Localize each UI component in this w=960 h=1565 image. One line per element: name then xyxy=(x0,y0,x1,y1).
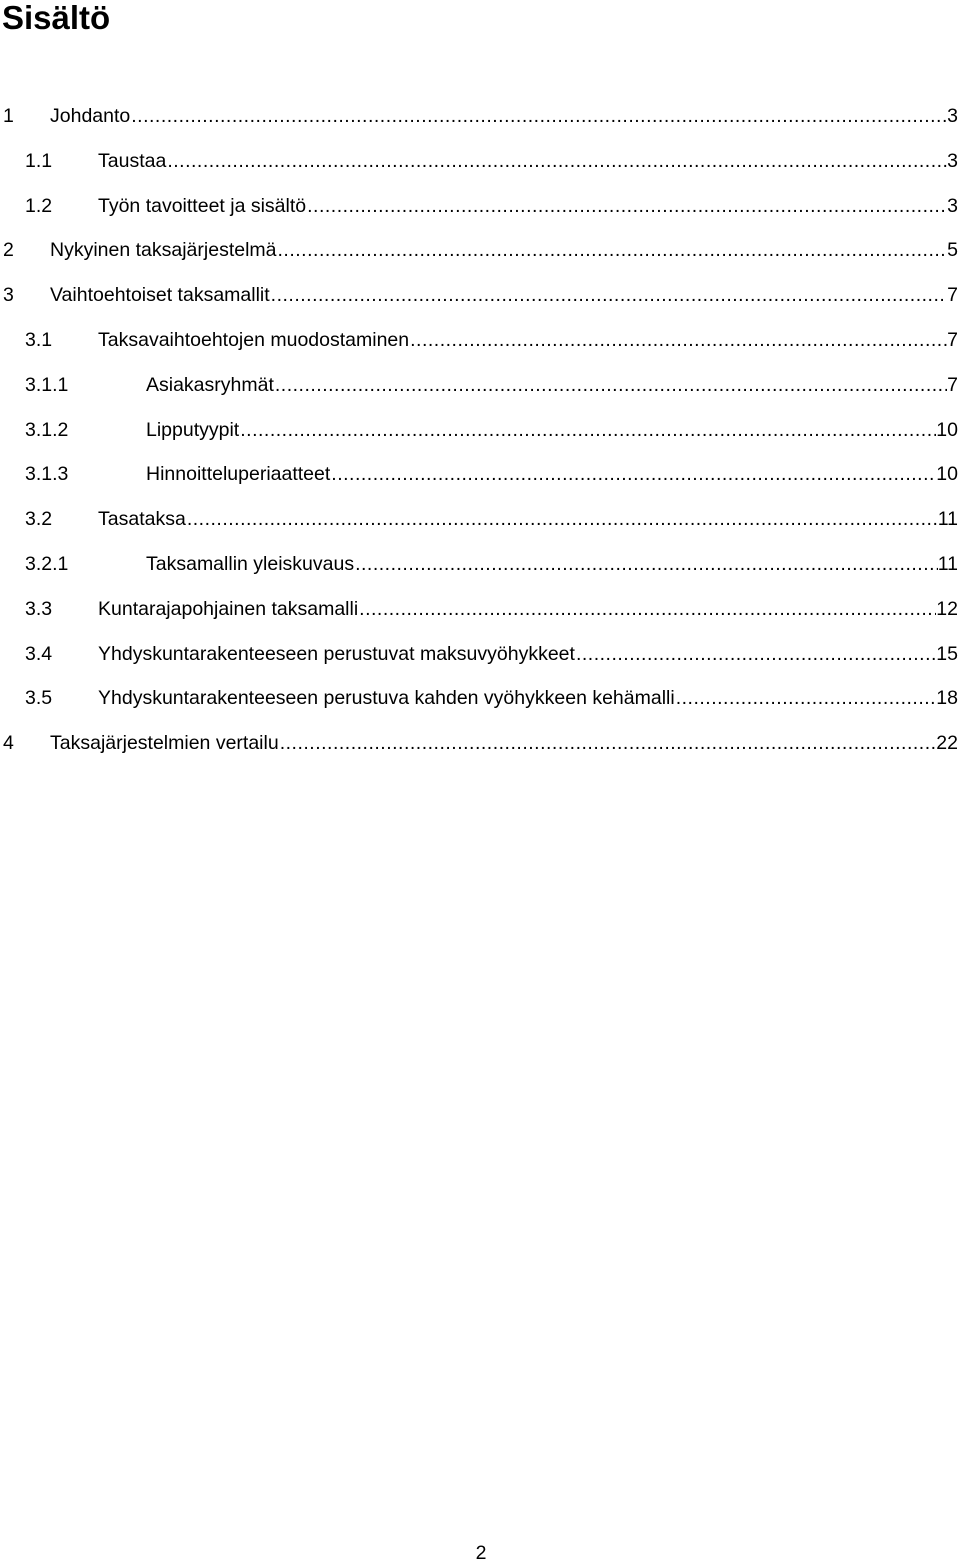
dot-leader xyxy=(306,194,947,218)
toc-entry-page: 10 xyxy=(936,463,958,486)
dot-leader xyxy=(675,686,937,710)
toc-entry-number: 4 xyxy=(3,732,14,755)
toc-entry-number: 3.1.2 xyxy=(25,418,69,441)
toc-entry[interactable] xyxy=(0,452,960,497)
toc-entry-number: 1.1 xyxy=(25,149,53,172)
dot-leader xyxy=(130,104,947,128)
dot-leader xyxy=(409,328,947,352)
toc-entry-number: 3.1.1 xyxy=(25,373,69,396)
toc-entry[interactable] xyxy=(0,94,960,139)
toc-entry-page: 22 xyxy=(936,732,958,755)
toc-entry[interactable] xyxy=(0,273,960,318)
toc-entry-page: 12 xyxy=(936,597,958,620)
dot-leader xyxy=(270,283,947,307)
page-number: 2 xyxy=(475,1542,487,1564)
toc-entry-number: 3.3 xyxy=(25,597,53,620)
toc-entry-label: Työn tavoitteet ja sisältö xyxy=(98,194,307,217)
toc-entry-number: 3.5 xyxy=(25,687,53,710)
toc-entry-line xyxy=(146,373,958,397)
toc-entry-page: 3 xyxy=(947,105,958,127)
toc-entry-line xyxy=(50,283,958,307)
dot-leader xyxy=(239,418,936,442)
dot-leader xyxy=(274,373,947,397)
toc-entry-page: 7 xyxy=(947,328,958,351)
toc-entry-label: Johdanto xyxy=(50,105,131,127)
toc-entry-page: 11 xyxy=(937,508,958,531)
toc-entry-label: Taksavaihtoehtojen muodostaminen xyxy=(98,328,410,351)
toc-entry[interactable] xyxy=(0,408,960,453)
dot-leader xyxy=(358,597,936,621)
dot-leader xyxy=(277,238,948,262)
toc-entry-line xyxy=(50,104,958,128)
toc-entry[interactable] xyxy=(0,721,960,766)
toc-entry-label: Taksajärjestelmien vertailu xyxy=(50,732,279,755)
toc-entry-label: Yhdyskuntarakenteeseen perustuvat maksuvyöhykkeet xyxy=(98,642,575,665)
toc-entry[interactable] xyxy=(0,318,960,363)
page-title: Sisältö xyxy=(2,0,111,36)
toc-entry-number: 3.2.1 xyxy=(25,552,69,575)
toc-entry-label: Kuntarajapohjainen taksamalli xyxy=(98,597,359,620)
dot-leader xyxy=(330,462,936,486)
toc-entry-line xyxy=(98,149,958,173)
toc-entry-line xyxy=(50,238,958,262)
toc-entry[interactable] xyxy=(0,363,960,408)
toc-entry-line xyxy=(98,194,958,218)
toc-entry-line xyxy=(146,418,958,442)
toc-entry-label: Asiakasryhmät xyxy=(146,373,274,396)
toc-entry-page: 18 xyxy=(936,687,958,710)
toc-entry-label: Taustaa xyxy=(98,149,167,172)
toc-entry[interactable] xyxy=(0,542,960,587)
toc-entry-page: 3 xyxy=(947,149,958,172)
dot-leader xyxy=(186,507,938,531)
toc-entry-line xyxy=(98,507,958,531)
toc-entry-line xyxy=(98,642,958,666)
toc-entry-label: Nykyinen taksajärjestelmä xyxy=(50,239,277,262)
dot-leader xyxy=(279,731,937,755)
toc-entry-page: 7 xyxy=(947,373,958,396)
toc-entry[interactable] xyxy=(0,184,960,229)
toc-entry-page: 3 xyxy=(947,194,958,217)
toc-entry-number: 1 xyxy=(3,105,14,127)
toc-entry-label: Taksamallin yleiskuvaus xyxy=(146,552,355,575)
toc-entry-number: 3.4 xyxy=(25,642,53,665)
toc-entry-label: Vaihtoehtoiset taksamallit xyxy=(50,284,270,307)
toc-entry-page: 5 xyxy=(947,239,958,262)
toc-entry[interactable] xyxy=(0,676,960,721)
toc-entry-line xyxy=(50,731,958,755)
toc-entry-label: Hinnoitteluperiaatteet xyxy=(146,463,331,486)
toc-entry-page: 11 xyxy=(937,552,958,575)
toc-entry[interactable] xyxy=(0,632,960,677)
toc-entry-number: 3.2 xyxy=(25,508,53,531)
toc-entry[interactable] xyxy=(0,587,960,632)
dot-leader xyxy=(575,642,936,666)
dot-leader xyxy=(166,149,947,173)
table-of-contents xyxy=(0,94,960,766)
toc-entry[interactable] xyxy=(0,139,960,184)
toc-entry-number: 3.1 xyxy=(25,328,53,351)
toc-entry-number: 3.1.3 xyxy=(25,463,69,486)
toc-entry-number: 3 xyxy=(3,284,14,307)
toc-entry-label: Lipputyypit xyxy=(146,418,240,441)
toc-entry-line xyxy=(98,686,958,710)
toc-entry-number: 2 xyxy=(3,239,14,262)
toc-entry-line xyxy=(98,597,958,621)
toc-entry[interactable] xyxy=(0,228,960,273)
toc-entry-page: 10 xyxy=(936,418,958,441)
toc-entry-label: Tasataksa xyxy=(98,508,186,531)
toc-entry-line xyxy=(98,328,958,352)
toc-entry-number: 1.2 xyxy=(25,194,53,217)
toc-entry[interactable] xyxy=(0,497,960,542)
toc-entry-page: 15 xyxy=(936,642,958,665)
dot-leader xyxy=(354,552,938,576)
toc-entry-line xyxy=(146,552,958,576)
toc-entry-label: Yhdyskuntarakenteeseen perustuva kahden vyöhykkeen kehämalli xyxy=(98,687,675,710)
toc-entry-line xyxy=(146,462,958,486)
toc-entry-page: 7 xyxy=(947,284,958,307)
